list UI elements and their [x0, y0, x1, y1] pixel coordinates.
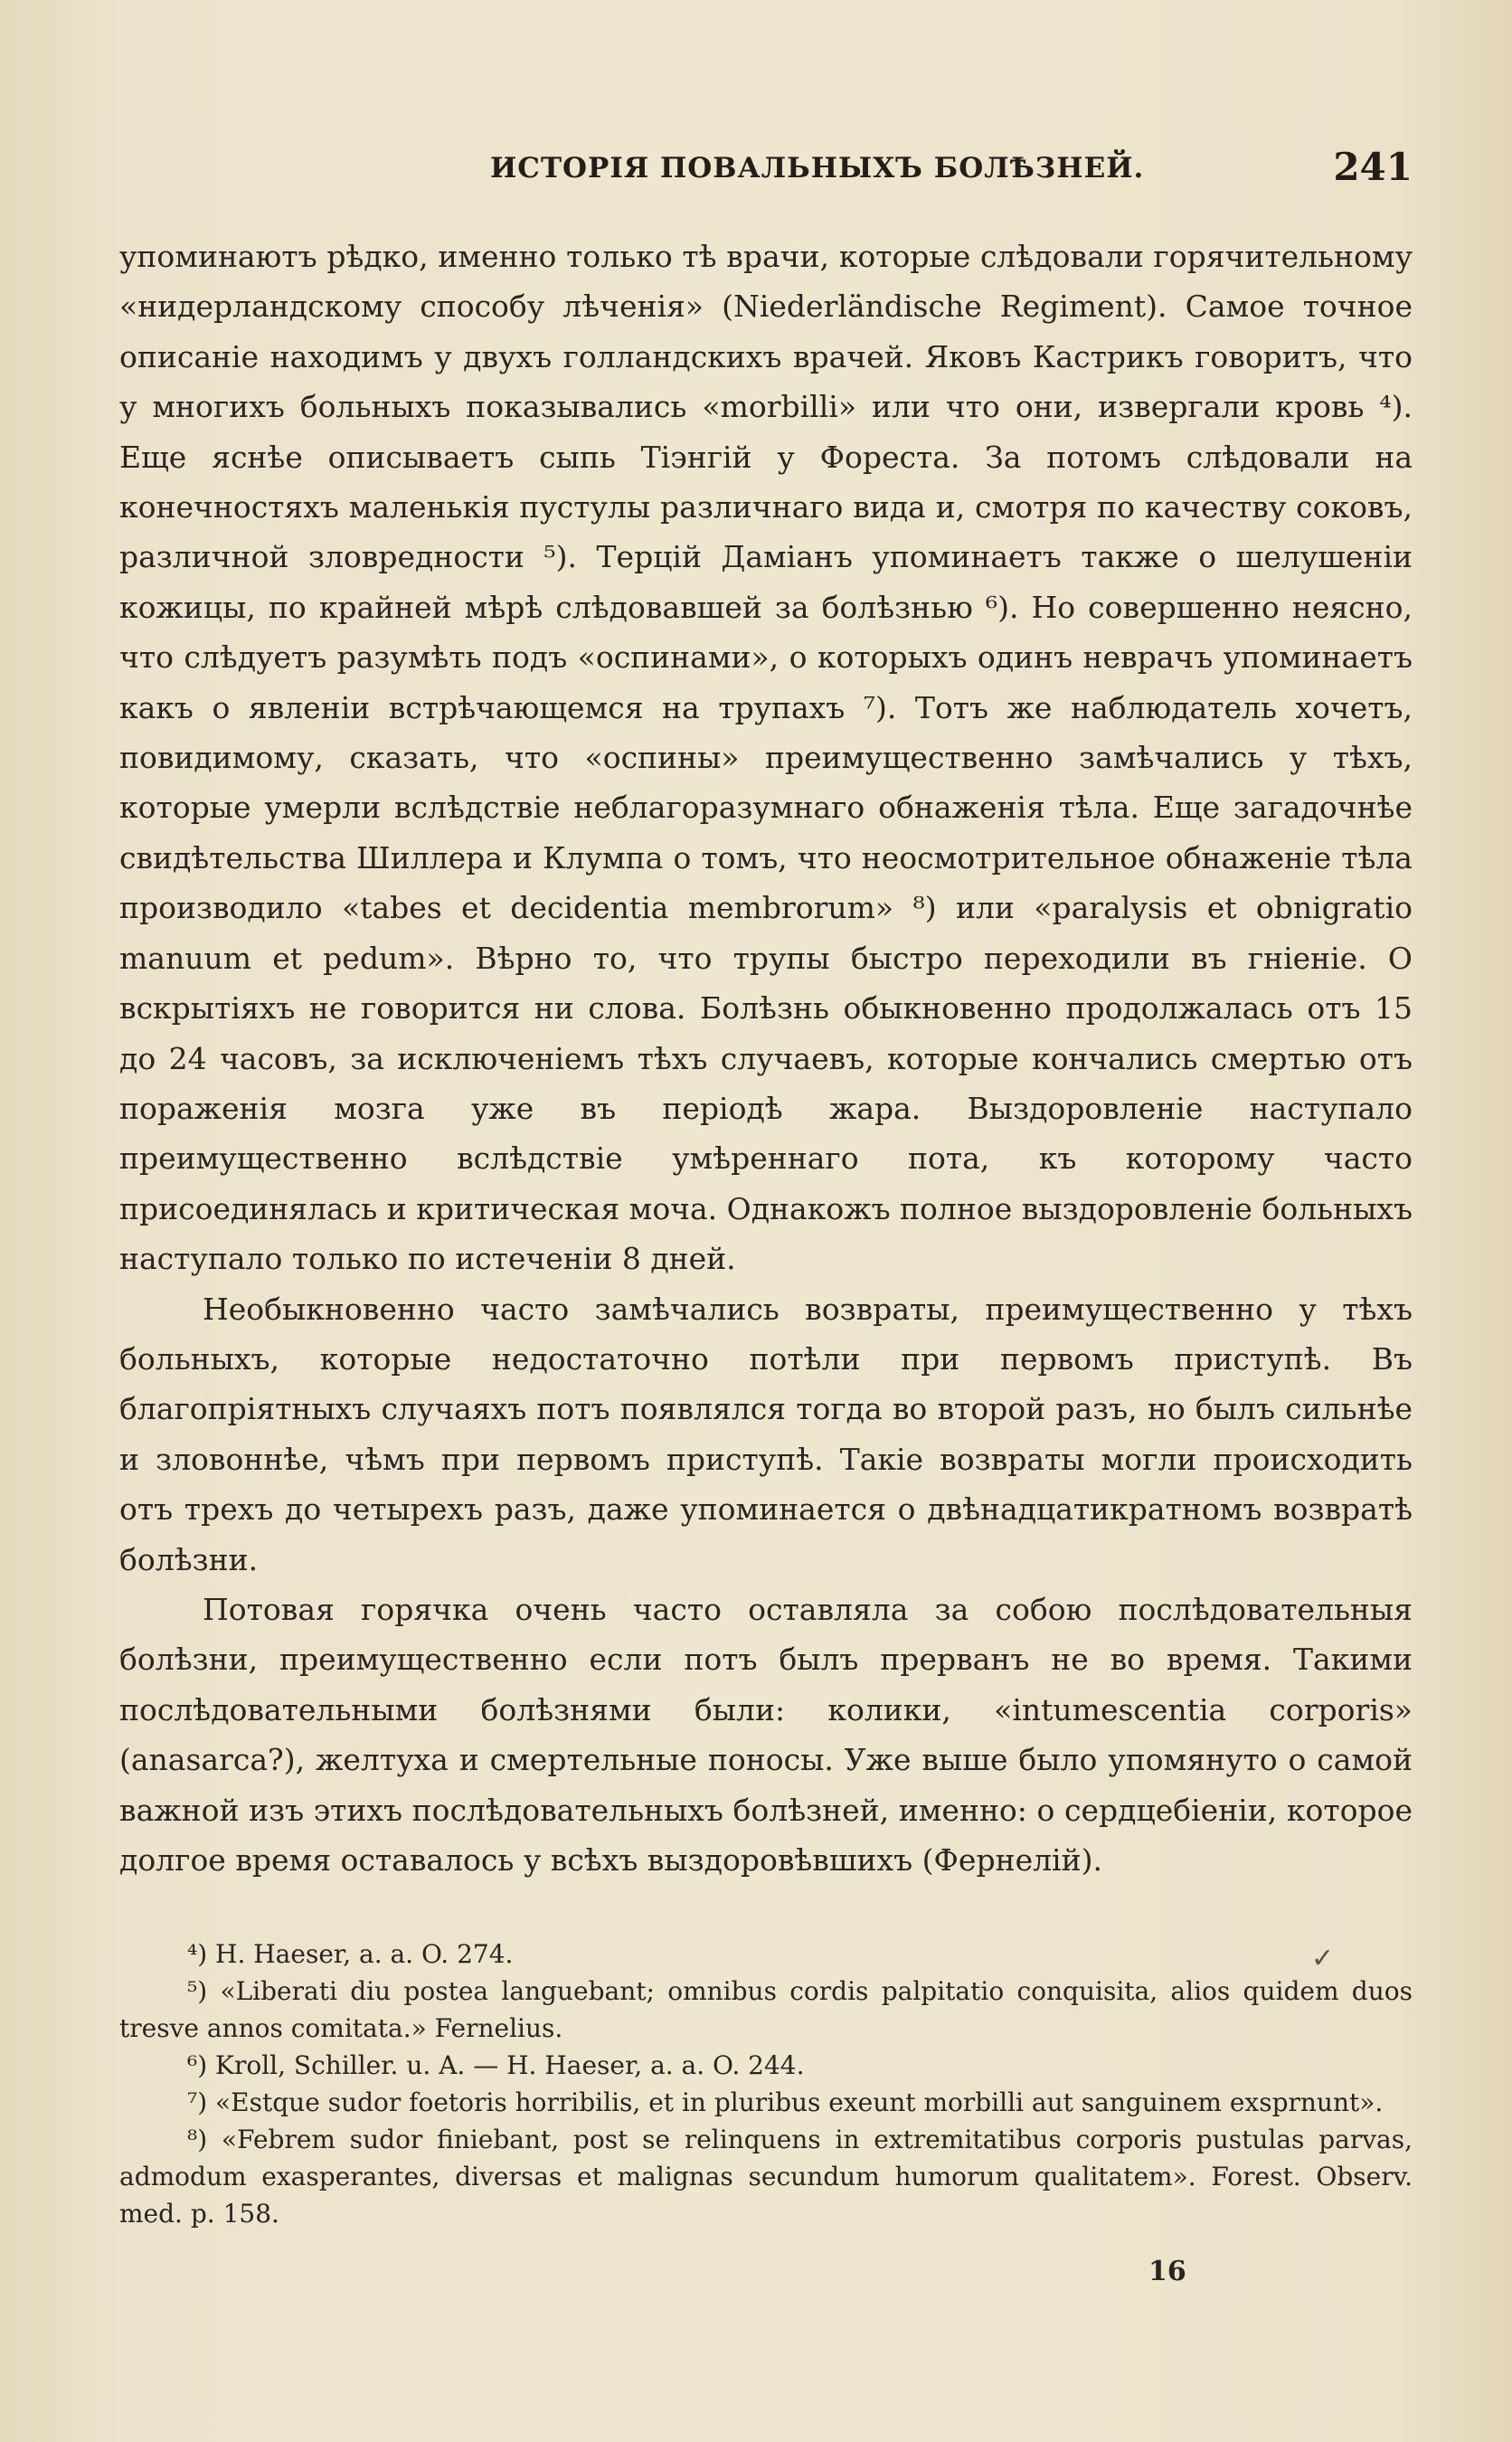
running-title: ИСТОРІЯ ПОВАЛЬНЫХЪ БОЛѢЗНЕЙ.	[490, 152, 1145, 185]
paragraph: упоминаютъ рѣдко, именно только тѣ врачи, которые слѣдовали горячительному «нидерландскому способу лѣченія» (Niederländische Regiment). Самое точное описаніе находимъ у двухъ голландскихъ врачей. Яковъ Кастрикъ говоритъ, что у многихъ больныхъ показывались «morbilli» или что они, извергали кровь ⁴). Еще яснѣе описываетъ сыпь Тіэнгій у Фореста. За потомъ слѣдовали на конечностяхъ маленькія пустулы различнаго вида и, смотря по качеству соковъ, различной зловредности ⁵). Терцій Даміанъ упоминаетъ также о шелушеніи кожицы, по крайней мѣрѣ слѣдовавшей за болѣзнью ⁶). Но совершенно неясно, что слѣдуетъ разумѣть подъ «оспинами», о которыхъ одинъ неврачъ упоминаетъ какъ о явленіи встрѣчающемся на трупахъ ⁷). Тотъ же наблюдатель хочетъ, повидимому, сказать, что «оспины» преимущественно замѣчались у тѣхъ, которые умерли вслѣдствіе неблагоразумнаго обнаженія тѣла. Еще загадочнѣе свидѣтельства Шиллера и Клумпа о томъ, что неосмотрительное обнаженіе тѣла производило «tabes et decidentia membrorum» ⁸) или «paralysis et obnigratio manuum et pedum». Вѣрно то, что трупы быстро переходили въ гніеніе. О вскрытіяхъ не говорится ни слова. Болѣзнь обыкновенно продолжалась отъ 15 до 24 часовъ, за исключеніемъ тѣхъ случаевъ, которые кончались смертью отъ пораженія мозга уже въ періодѣ жара. Выздоровленіе наступало преимущественно вслѣдствіе умѣреннаго пота, къ которому часто присоединялась и критическая моча. Однакожъ полное выздоровленіе больныхъ наступало только по истеченіи 8 дней.	[119, 239, 1413, 1277]
footnote: ⁵) «Liberati diu postea languebant; omnibus cordis palpitatio conquisita, alios quidem duos tresve annos comitata.» Fernelius.	[119, 1976, 1413, 2043]
paragraph: Необыкновенно часто замѣчались возвраты, преимущественно у тѣхъ больныхъ, которые недостаточно потѣли при первомъ приступѣ. Въ благопріятныхъ случаяхъ потъ появлялся тогда во второй разъ, но былъ сильнѣе и зловоннѣе, чѣмъ при первомъ приступѣ. Такіе возвраты могли происходить отъ трехъ до четырехъ разъ, даже упоминается о двѣнадцатикратномъ возвратѣ болѣзни.	[119, 1291, 1413, 1577]
footnote: ⁸) «Febrem sudor finiebant, post se relinquens in extremitatibus corporis pustulas parvas, admodum exasperantes, diversas et malignas secundum humorum qualitatem». Forest. Observ. med. p. 158.	[119, 2125, 1413, 2229]
page-number: 241	[1333, 145, 1413, 189]
footnotes	[119, 1936, 1413, 2232]
signature-mark: 16	[1148, 2256, 1186, 2287]
footnote: ⁷) «Estque sudor foetoris horribilis, et in pluribus exeunt morbilli aut sanguinem exsprnunt».	[187, 2087, 1384, 2117]
body-text	[119, 232, 1413, 1885]
paragraph: Потовая горячка очень часто оставляла за собою послѣдовательныя болѣзни, преимущественно если потъ былъ прерванъ не во время. Такими послѣдовательными болѣзнями были: колики, «intumescentia corporis» (anasarca?), желтуха и смертельные поносы. Уже выше было упомянуто о самой важной изъ этихъ послѣдовательныхъ болѣзней, именно: о сердцебіеніи, которое долгое время оставалось у всѣхъ выздоровѣвшихъ (Фернелій).	[119, 1591, 1413, 1878]
pencil-check-mark: ✓	[1311, 1943, 1335, 1974]
running-head	[119, 145, 1413, 199]
footnote: ⁴) H. Haeser, a. a. O. 274.	[187, 1939, 514, 1969]
footnote: ⁶) Kroll, Schiller. u. A. — H. Haeser, a. a. O. 244.	[187, 2050, 805, 2080]
